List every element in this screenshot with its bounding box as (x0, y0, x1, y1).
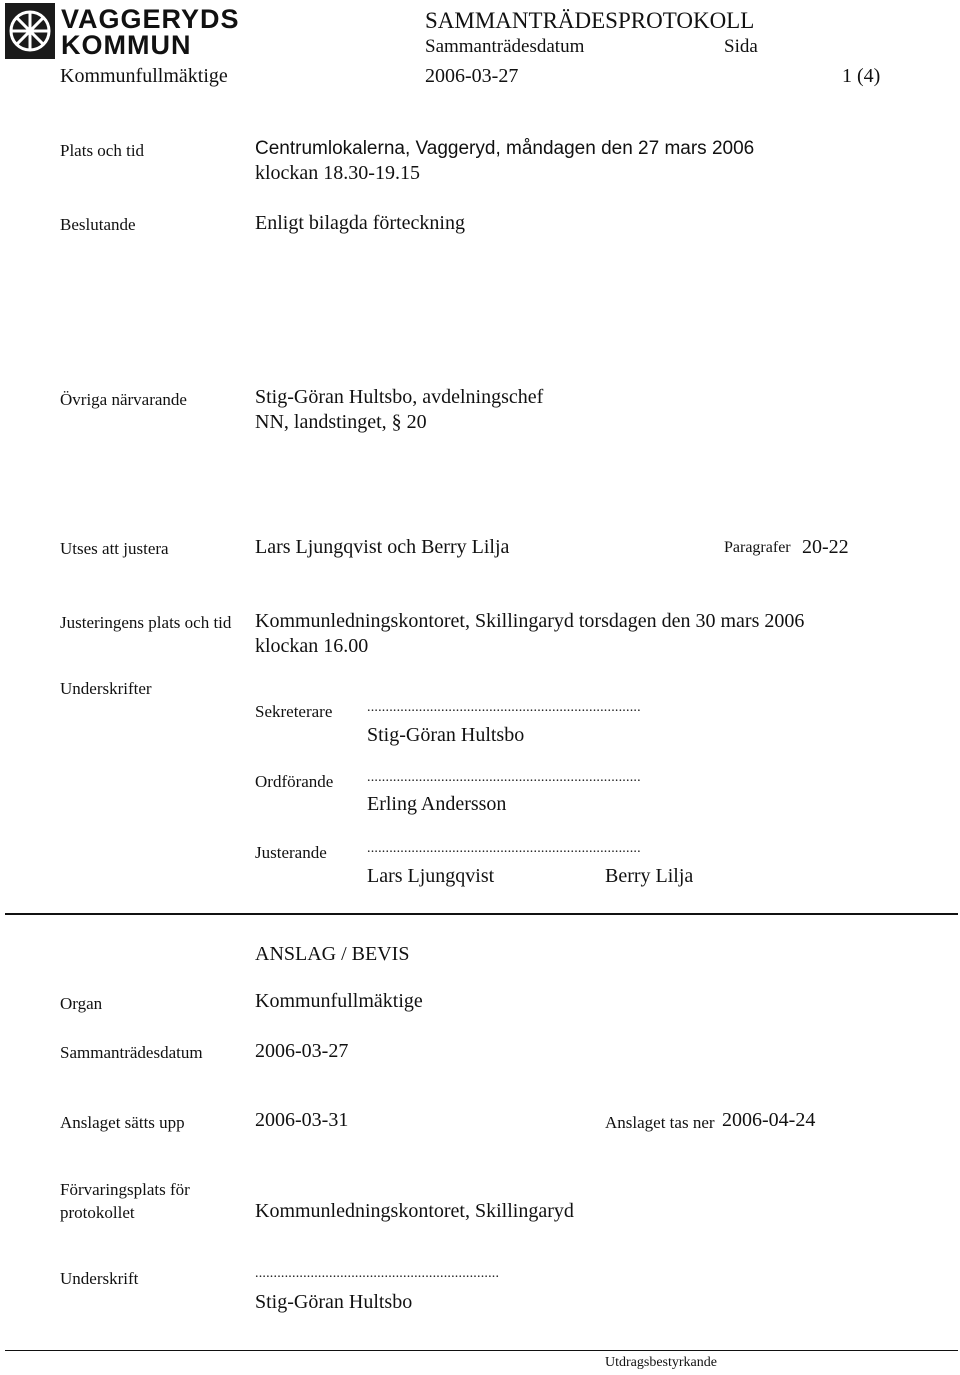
ordforande-signature-line: .......................................................................... (367, 770, 641, 785)
sekreterare-signature-line: .......................................................................... (367, 700, 641, 715)
forvaring-label-line2: protokollet (60, 1203, 135, 1222)
anslag-ner-value: 2006-04-24 (722, 1109, 816, 1131)
document-type: SAMMANTRÄDESPROTOKOLL (425, 8, 755, 33)
justering-plats-line1: Kommunledningskontoret, Skillingaryd torsdagen den 30 mars 2006 (255, 610, 805, 632)
divider-bottom (5, 1350, 958, 1351)
municipality-logo (3, 3, 240, 60)
justering-plats-line2: klockan 16.00 (255, 635, 369, 657)
forvaring-value: Kommunledningskontoret, Skillingaryd (255, 1200, 574, 1222)
logo-text-line2: KOMMUN (61, 30, 192, 60)
organ-label: Organ (60, 994, 103, 1013)
crest-icon (5, 3, 55, 59)
ordforande-label: Ordförande (255, 772, 334, 791)
anslag-upp-label: Anslaget sätts upp (60, 1113, 185, 1132)
paragrafer-label: Paragrafer (724, 539, 791, 556)
beslutande-value: Enligt bilagda förteckning (255, 212, 465, 234)
justerande-name-2: Berry Lilja (605, 865, 694, 887)
utses-label: Utses att justera (60, 539, 169, 558)
underskrifter-label: Underskrifter (60, 679, 152, 698)
paragrafer-value: 20-22 (802, 536, 849, 558)
plats-value-line1: Centrumlokalerna, Vaggeryd, måndagen den 27 mars 2006 (255, 138, 755, 159)
ovriga-value-line2: NN, landstinget, § 20 (255, 411, 427, 433)
sekreterare-name: Stig-Göran Hultsbo (367, 724, 525, 746)
sammantradesdatum-value: 2006-03-27 (255, 1040, 349, 1062)
header-body: Kommunfullmäktige (60, 65, 228, 87)
underskrift-name: Stig-Göran Hultsbo (255, 1291, 413, 1313)
justerande-name-1: Lars Ljungqvist (367, 865, 495, 887)
sekreterare-label: Sekreterare (255, 702, 333, 721)
anslag-ner-label: Anslaget tas ner (605, 1113, 715, 1132)
justering-plats-label: Justeringens plats och tid (60, 613, 232, 632)
footer-utdragsbestyrkande: Utdragsbestyrkande (605, 1355, 717, 1370)
ovriga-label: Övriga närvarande (60, 390, 187, 409)
forvaring-label-line1: Förvaringsplats för (60, 1180, 190, 1199)
ordforande-name: Erling Andersson (367, 793, 507, 815)
utses-value: Lars Ljungqvist och Berry Lilja (255, 536, 510, 558)
underskrift-label: Underskrift (60, 1269, 139, 1288)
logo-text-line1: VAGGERYDS (61, 4, 240, 34)
plats-value-line2: klockan 18.30-19.15 (255, 162, 420, 184)
header-page-number: 1 (4) (842, 65, 881, 87)
anslag-title: ANSLAG / BEVIS (255, 943, 410, 965)
sammantradesdatum-label: Sammanträdesdatum (60, 1043, 203, 1062)
justerande-signature-line: .......................................................................... (367, 841, 641, 856)
header-page-label: Sida (724, 36, 758, 57)
anslag-upp-value: 2006-03-31 (255, 1109, 349, 1131)
header-date-label: Sammanträdesdatum (425, 36, 585, 57)
divider-top (5, 913, 958, 915)
plats-label: Plats och tid (60, 141, 145, 160)
underskrift-signature-line: .................................................................. (255, 1266, 500, 1281)
beslutande-label: Beslutande (60, 215, 136, 234)
justerande-label: Justerande (255, 843, 327, 862)
ovriga-value-line1: Stig-Göran Hultsbo, avdelningschef (255, 386, 544, 408)
organ-value: Kommunfullmäktige (255, 990, 423, 1012)
header-date: 2006-03-27 (425, 65, 519, 87)
